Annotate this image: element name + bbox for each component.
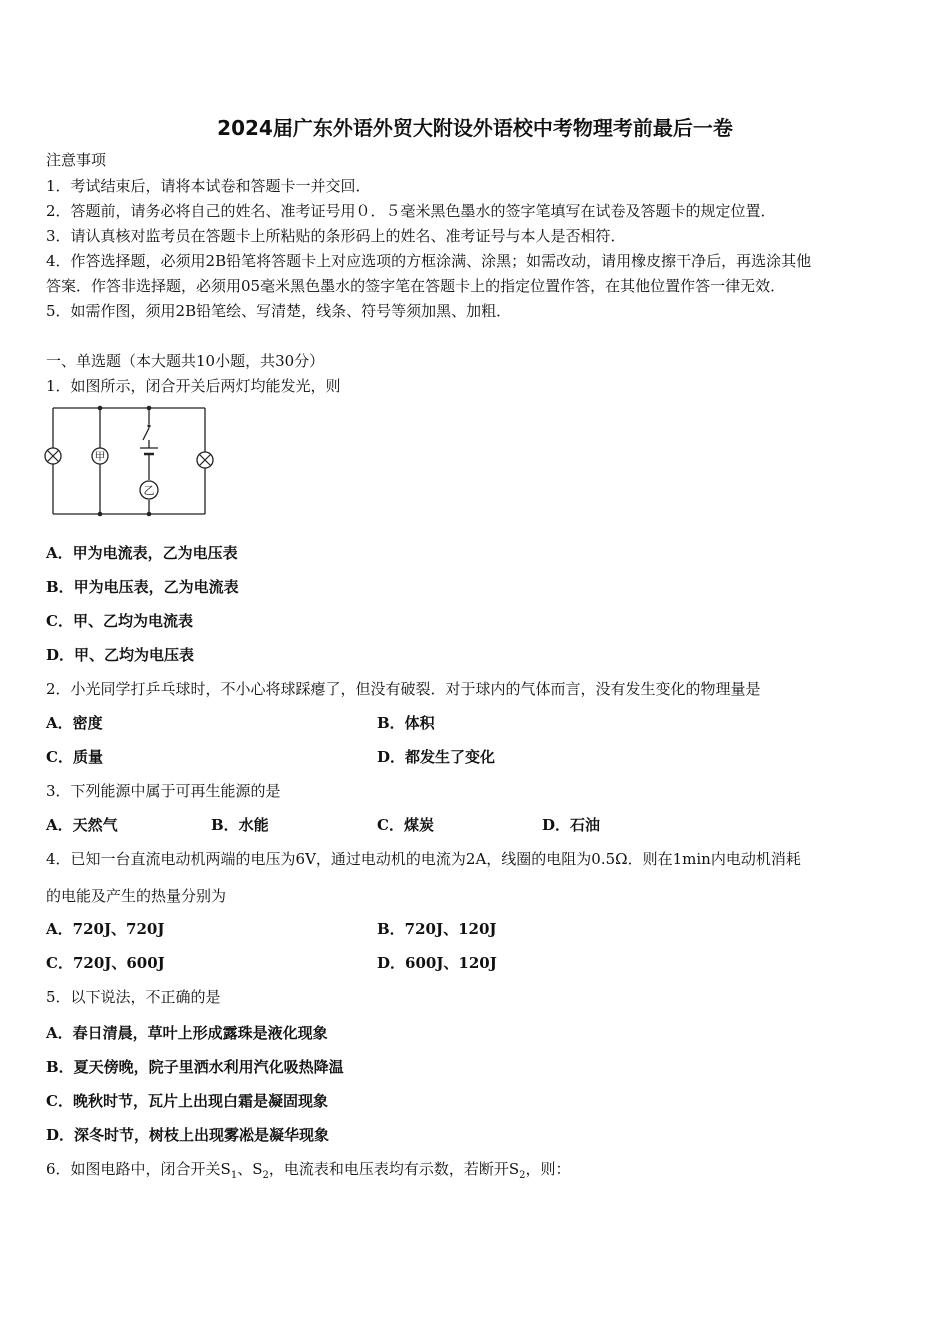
question-6-text: 、S <box>237 1160 263 1178</box>
circuit-diagram <box>40 398 220 524</box>
page-title: 2024届广东外语外贸大附设外语校中考物理考前最后一卷 <box>217 116 733 140</box>
notice-item: 1．考试结束后，请将本试卷和答题卡一并交回． <box>46 177 371 195</box>
question-4-option-b[interactable]: B．720J、120J <box>377 920 497 938</box>
notice-item: 5．如需作图，须用2B铅笔绘、写清楚，线条、符号等须加黑、加粗． <box>46 302 512 320</box>
question-1-option-d[interactable]: D．甲、乙均为电压表 <box>46 646 195 664</box>
question-5-option-d[interactable]: D．深冬时节，树枝上出现雾凇是凝华现象 <box>46 1126 330 1144</box>
question-3-option-c[interactable]: C．煤炭 <box>377 816 434 834</box>
meter-yi-label: 乙 <box>143 484 155 497</box>
subscript: 2 <box>519 1170 526 1181</box>
question-5-option-b[interactable]: B．夏天傍晚，院子里洒水利用汽化吸热降温 <box>46 1058 344 1076</box>
question-5-stem: 5．以下说法，不正确的是 <box>46 988 221 1006</box>
notice-item: 3．请认真核对监考员在答题卡上所粘贴的条形码上的姓名、准考证号与本人是否相符． <box>46 227 626 245</box>
question-3-option-d[interactable]: D．石油 <box>542 816 601 834</box>
question-1-option-a[interactable]: A．甲为电流表，乙为电压表 <box>46 544 238 562</box>
notice-item: 4．作答选择题，必须用2B铅笔将答题卡上对应选项的方框涂满、涂黑；如需改动，请用橡皮擦干净后，再选涂其他 <box>46 252 812 270</box>
question-2-option-d[interactable]: D．都发生了变化 <box>377 748 496 766</box>
question-4-stem-continued: 的电能及产生的热量分别为 <box>46 887 227 905</box>
question-5-option-a[interactable]: A．春日清晨，草叶上形成露珠是液化现象 <box>46 1024 328 1042</box>
question-4-stem: 4．已知一台直流电动机两端的电压为6V，通过电动机的电流为2A，线圈的电阻为0.5Ω．则在1min内电动机消耗 <box>46 850 801 868</box>
question-1-stem: 1．如图所示，闭合开关后两灯均能发光，则 <box>46 377 341 395</box>
question-6-text: ，则： <box>525 1160 571 1178</box>
question-3-option-b[interactable]: B．水能 <box>211 816 269 834</box>
question-3-option-a[interactable]: A．天然气 <box>46 816 118 834</box>
subscript: 1 <box>230 1170 238 1181</box>
question-3-stem: 3．下列能源中属于可再生能源的是 <box>46 782 281 800</box>
question-5-option-c[interactable]: C．晚秋时节，瓦片上出现白霜是凝固现象 <box>46 1092 328 1110</box>
question-6-text: ，电流表和电压表均有示数，若断开S <box>268 1160 520 1178</box>
question-6-stem <box>46 1159 571 1186</box>
question-4-option-d[interactable]: D．600J、120J <box>377 954 497 972</box>
question-4-option-c[interactable]: C．720J、600J <box>46 954 165 972</box>
lamp-right-icon <box>197 452 213 468</box>
subscript: 2 <box>262 1170 269 1181</box>
lamp-left-icon <box>45 448 61 464</box>
question-2-option-b[interactable]: B．体积 <box>377 714 435 732</box>
meter-jia-label: 甲 <box>94 450 106 463</box>
question-2-option-c[interactable]: C．质量 <box>46 748 103 766</box>
question-6-text: 6．如图电路中，闭合开关S <box>46 1160 231 1178</box>
notice-item: 答案．作答非选择题，必须用05毫米黑色墨水的签字笔在答题卡上的指定位置作答，在其他位置作答一律无效． <box>46 277 786 295</box>
question-2-stem: 2．小光同学打乒乓球时，不小心将球踩瘪了，但没有破裂．对于球内的气体而言，没有发生变化的物理量是 <box>46 680 761 698</box>
section-heading: 一、单选题（本大题共10小题，共30分） <box>46 352 325 370</box>
notice-item: 2．答题前，请务必将自己的姓名、准考证号用０．５毫米黑色墨水的签字笔填写在试卷及答题卡的规定位置． <box>46 202 776 220</box>
notice-heading: 注意事项 <box>46 151 107 169</box>
question-4-option-a[interactable]: A．720J、720J <box>46 920 165 938</box>
question-1-option-b[interactable]: B．甲为电压表，乙为电流表 <box>46 578 239 596</box>
question-2-option-a[interactable]: A．密度 <box>46 714 103 732</box>
question-1-option-c[interactable]: C．甲、乙均为电流表 <box>46 612 193 630</box>
